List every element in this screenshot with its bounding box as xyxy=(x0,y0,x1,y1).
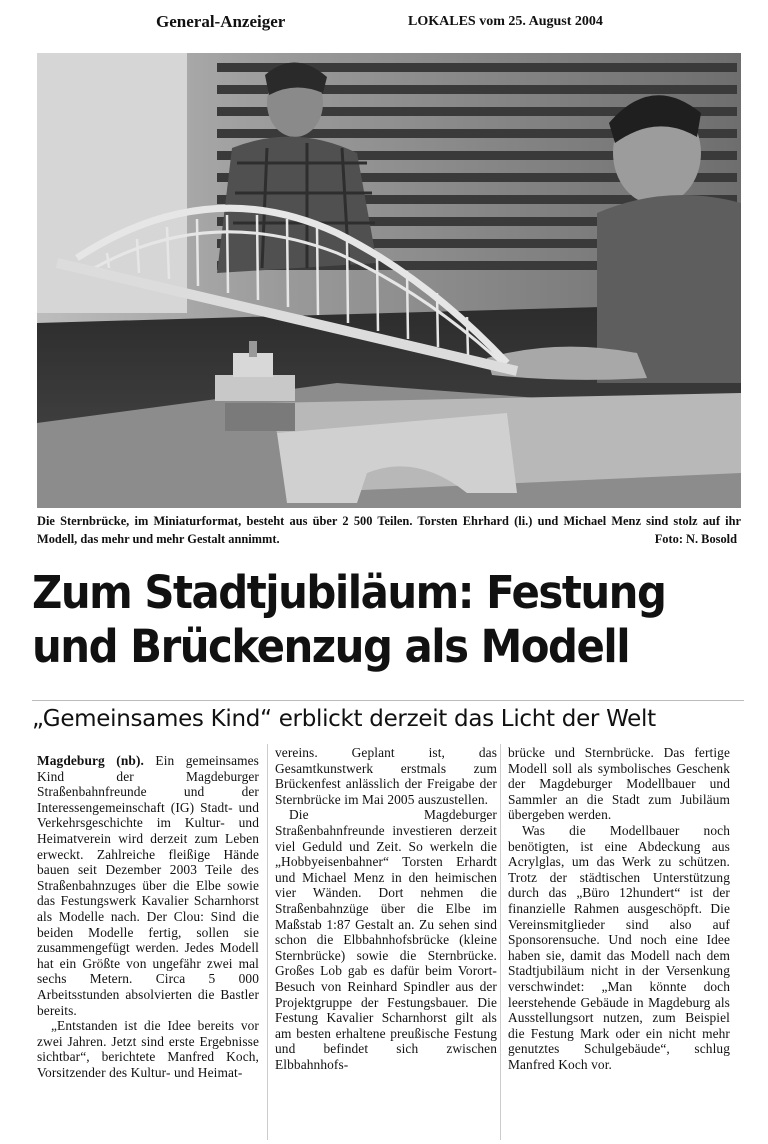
article-photo xyxy=(37,53,741,508)
dateline: Magdeburg (nb). xyxy=(37,753,144,768)
caption-text: Die Sternbrücke, im Miniaturformat, besteht aus über 2 500 Teilen. Torsten Ehrhard (li.) und Michael Menz sind stolz auf ihr Modell, das mehr und mehr Gestalt annimmt. xyxy=(37,514,741,546)
paragraph: „Entstanden ist die Idee bereits vor zwei Jahren. Jetzt sind erste Ergebnisse sichtbar“, berichtete Manfred Koch, Vorsitzender des Kultur- und Heimat- xyxy=(37,1018,259,1080)
paragraph-text: Ein gemeinsames Kind der Magdeburger Straßenbahnfreunde und der Interessengemeinschaft (IG) Stadt- und Verkehrsgeschichte im Kultur- und Heimatverein wird derzeit zum Leben erweckt. Zahlreiche fleißige Hände bauen seit Dezember 2003 Teile des Straßenbahnzuges über die Elbe sowie das Festungswerk Kavalier Scharnhorst als Modelle nach. Der Clou: Sind die beiden Modelle fertig, sollen sie zusammengefügt werden. Jedes Modell hat ein Größte von ungefähr zwei mal sechs Metern. Circa 5 000 Arbeitsstunden absolvierten die Bastler bereits. xyxy=(37,753,259,1018)
photo-credit: Foto: N. Bosold xyxy=(654,532,737,546)
masthead xyxy=(24,8,744,34)
headline: Zum Stadtjubiläum: Festung und Brückenzug als Modell xyxy=(32,566,666,673)
photo-illustration xyxy=(37,53,741,508)
paragraph: Was die Modellbauer noch benötigten, ist eine Abdeckung aus Acrylglas, um das Werk zu schützen. Trotz der städtischen Unterstützung durch das „Büro 12hundert“ ist der finanzielle Rahmen ausgeschöpft. Die Vereinsmitglieder sind also auf Sponsorensuche. Und noch eine Idee haben sie, damit das Modell nach dem Stadtjubiläum nicht in der Versenkung verschwindet: „Man könnte doch leerstehende Gebäude in Magdeburg als Ausstellungsort nutzen, zum Beispiel die Festung Mark oder ein nicht mehr genutztes Schulgebäude“, schlug Manfred Koch vor. xyxy=(508,822,730,1072)
newspaper-page xyxy=(24,8,744,1138)
section-date: LOKALES vom 25. August 2004 xyxy=(408,14,603,29)
article-column-2 xyxy=(275,745,497,1072)
column-divider xyxy=(267,744,268,1140)
paragraph: brücke und Sternbrücke. Das fertige Modell soll als symbolisches Geschenk der Magdeburger Modellbauer und Sammler an die Stadt zum Jubiläum übergeben werden. xyxy=(508,745,730,823)
article-column-3 xyxy=(508,745,730,1072)
subheadline: „Gemeinsames Kind“ erblickt derzeit das Licht der Welt xyxy=(32,700,744,739)
paper-name: General-Anzeiger xyxy=(156,12,286,31)
paragraph: vereins. Geplant ist, das Gesamtkunstwerk erstmals zum Brückenfest anlässlich der Freigabe der Sternbrücke im Mai 2005 auszustellen. xyxy=(275,745,497,807)
photo-caption xyxy=(37,512,741,558)
paragraph: Die Magdeburger Straßenbahnfreunde investieren derzeit viel Geduld und Zeit. So werkeln die „Hobbyeisenbahner“ Torsten Erhardt und Michael Menz in den heimischen vier Wänden. Dort nehmen die Straßenbahnzüge über die Elbe im Maßstab 1:87 Gestalt an. Zu sehen sind schon die Elbbahnhofsbrücke (kleine Sternbrücke) sowie die Sternbrücke. Großes Lob gab es dafür beim Vorort-Besuch von Reinhard Spindler aus der Projektgruppe der Festungsbauer. Die Festung Kavalier Scharnhorst gilt als am besten erhaltene preußische Festung und befindet sich zwischen Elbbahnhofs- xyxy=(275,807,497,1072)
column-divider xyxy=(500,744,501,1140)
paragraph xyxy=(37,753,259,1018)
article-column-1 xyxy=(37,753,259,1080)
